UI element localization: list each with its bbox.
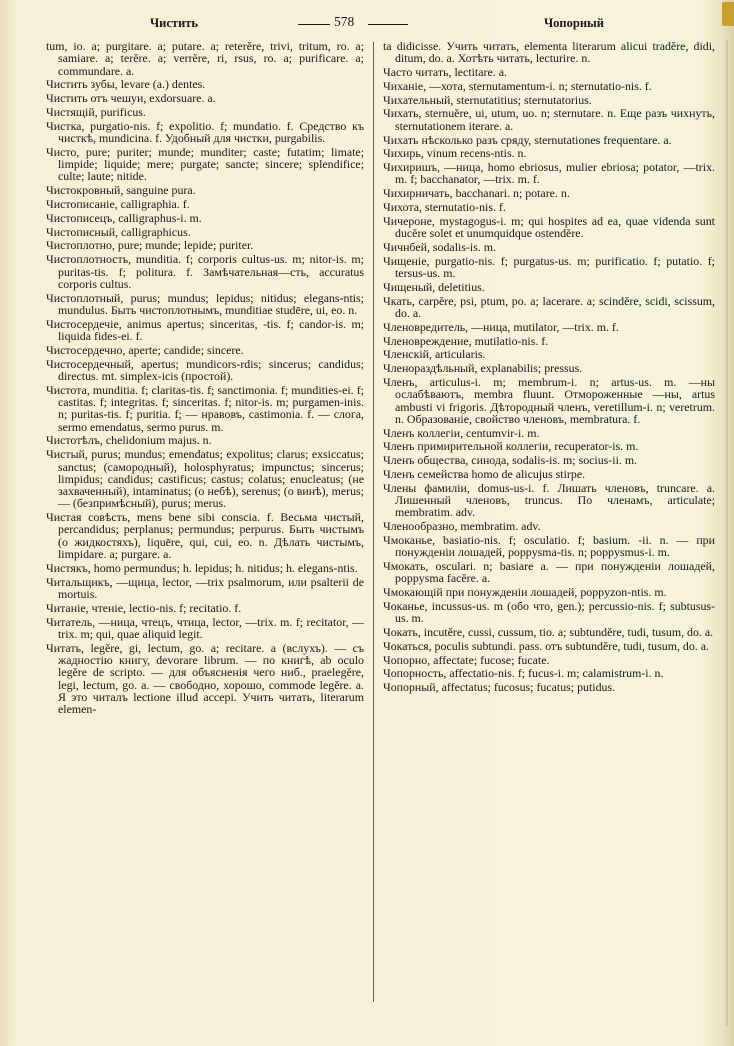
- running-head-left: Чистить: [150, 16, 199, 30]
- right-column: [383, 40, 715, 695]
- dictionary-entry: Чисто, pure; puriter; munde; munditer; caste; futatim; limate; limpide; liquide; mere; purgate; sancte; sincere; splendifice; culte; laute; nitide.: [46, 144, 364, 184]
- running-head-right: Чопорный: [544, 16, 604, 30]
- dictionary-entry: Членъ примирительной коллегіи, recuperator-is. m.: [383, 439, 639, 454]
- dictionary-entry: Чистокровный, sanguine pura.: [46, 183, 196, 198]
- dictionary-entry: Читать, legĕre, gi, lectum, go. a; recitare. a (вслухъ). — съ жадностію книгу, devorare librum. — по книгѣ, ab oculo legĕre de scripto. — для объясненія чего ниб., praelegĕre, legi, lectum, go. a. — свободно, хорошо, commode legĕre. a. Я это читалъ lectione illud accepi. Учить читать, literarum elemen-: [46, 640, 364, 717]
- dictionary-entry: Чистить отъ чешуи, exdorsuare. a.: [46, 91, 216, 106]
- dictionary-entry: Чихать, sternuĕre, ui, utum, uo. n; sternutare. n. Еще разъ чихнуть, sternutationem iterare. a.: [383, 106, 715, 133]
- header-rule-right: [368, 24, 408, 25]
- dictionary-entry: Чмокающій при понужденіи лошадей, poppyzon-ntis. m.: [383, 585, 667, 600]
- dictionary-entry: Чокаться, poculis subtundi. pass. отъ subtundĕre, tudi, tusum, do. a.: [383, 638, 709, 653]
- dictionary-entry: Чистоплотность, munditia. f; corporis cultus-us. m; nitor-is. m; puritas-tis. f; politura. f. Замѣчательная—сть, accuratus corporis cultus.: [46, 252, 364, 291]
- dictionary-entry: Чоканье, incussus-us. m (обо что, gen.); percussio-nis. f; subtusus-us. m.: [383, 598, 715, 626]
- dictionary-entry: Чищеніе, purgatio-nis. f; purgatus-us. m; purificatio. f; putatio. f; tersus-us. m.: [383, 253, 715, 281]
- dictionary-entry: Членовреждение, mutilatio-nis. f.: [383, 333, 549, 348]
- dictionary-entry: Чихать нѣсколько разъ сряду, sternutationes frequentare. a.: [383, 132, 672, 147]
- dictionary-entry: tum, io. a; purgitare. a; putare. a; reterĕre, trivi, tritum, ro. a; samiare. a; terĕre. a; verrĕre, ri, rsus, ro. a; purificare. a; commundare. a.: [46, 39, 364, 78]
- dictionary-entry: Чистка, purgatio-nis. f; expolitio. f; mundatio. f. Средство къ чисткѣ, mundicina. f. Удобный для чистки, purgabilis.: [46, 118, 364, 146]
- dictionary-entry: Чкать, carpĕre, psi, ptum, po. a; lacerare. a; scindĕre, scidi, scissum, do. a.: [383, 293, 715, 320]
- dictionary-entry: Чопорность, affectatio-nis. f; fucus-i. m; calamistrum-i. n.: [383, 666, 664, 681]
- column-divider: [373, 42, 374, 1002]
- dictionary-entry: Читальщикъ, —щица, lector, —trix psalmorum, или psalterii de mortuis.: [46, 574, 364, 601]
- dictionary-entry: Чистить зубы, levare (a.) dentes.: [46, 77, 206, 92]
- running-head: [0, 14, 734, 34]
- left-column: [46, 40, 364, 717]
- dictionary-entry: Чихирничать, bacchanari. n; potare. n.: [383, 186, 570, 201]
- page-edge-shadow: [726, 40, 728, 1026]
- dictionary-entry: Чмокать, osculari. n; basiare a. — при понужденіи лошадей, poppysma facĕre. a.: [383, 559, 715, 586]
- dictionary-entry: Чистая совѣсть, mens bene sibi conscia. f. Весьма чистый, percandidus; perplanus; permundus; perpurus. Быть чистымъ (о жидкостяхъ), liquēre, qui, cui, eo. n. Дѣлать чистымъ, limpidare. a; purgare. a.: [46, 510, 364, 562]
- dictionary-entry: Чистосердечный, apertus; mundicors-rdis; sincerus; candidus; directus. mt. simplex-icis (простой).: [46, 356, 364, 383]
- dictionary-entry: Чистописецъ, calligraphus-i. m.: [46, 210, 202, 225]
- dictionary-entry: Читатель, —ница, чтецъ, чтица, lector, —trix. m. f; recitator, —trix. m; qui, quae aliquid legit.: [46, 614, 364, 641]
- dictionary-entry: Чопорно, affectate; fucose; fucate.: [383, 652, 550, 667]
- dictionary-entry: Чичнбей, sodalis-is. m.: [383, 239, 497, 254]
- dictionary-entry: Чистописаніе, calligraphia. f.: [46, 197, 190, 212]
- dictionary-entry: Чистотѣлъ, chelidonium majus. n.: [46, 433, 212, 448]
- dictionary-entry: Чистописный, calligraphicus.: [46, 224, 191, 239]
- dictionary-entry: Чистящій, purificus.: [46, 104, 146, 119]
- dictionary-entry: Чистоплотно, pure; munde; lepide; puriter.: [46, 238, 254, 253]
- dictionary-entry: Членообразно, membratim. adv.: [383, 519, 541, 534]
- dictionary-entry: Чихиришъ, —ница, homo ebriosus, mulier ebriosa; potator, —trix. m. f; bacchanator, —trix. m. f.: [383, 160, 715, 187]
- dictionary-entry: Членъ коллегіи, centumvir-i. m.: [383, 425, 540, 440]
- dictionary-entry: Членъ общества, синода, sodalis-is. m; socius-ii. m.: [383, 453, 638, 468]
- dictionary-entry: Члены фамиліи, domus-us-i. f. Лишать членовъ, truncare. a. Лишенный членовъ, truncus. По членамъ, articulate; membratim. adv.: [383, 480, 715, 520]
- dictionary-entry: Чмоканье, basiatio-nis. f; osculatio. f; basium. -ii. n. — при понужденіи лошадей, poppysma-tis. n; poppysmus-i. m.: [383, 532, 715, 560]
- dictionary-entry: Чихота, sternutatio-nis. f.: [383, 200, 506, 215]
- dictionary-entry: Членовредитель, —ница, mutilator, —trix. m. f.: [383, 319, 619, 334]
- dictionary-entry: Членъ, articulus-i. m; membrum-i. n; artus-us. m. —ны ослабѣваютъ, membra fluunt. Отмороженные —ны, artus ambusti vi frigoris. Дѣтородный членъ, veretillum-i. n; veretrum. n. Образованіе, свойство членовъ, membratura. f.: [383, 374, 715, 426]
- dictionary-entry: Чистосердечіе, animus apertus; sinceritas, -tis. f; candor-is. m; liquida fides-ei. f.: [46, 316, 364, 344]
- header-rule-left: [298, 24, 330, 25]
- dictionary-entry: Чиханіе, —хота, sternutamentum-i. n; sternutatio-nis. f.: [383, 78, 652, 93]
- dictionary-entry: Чокать, incutĕre, cussi, cussum, tio. a; subtundĕre, tudi, tusum, do. a.: [383, 625, 714, 640]
- dictionary-entry: Чищеный, deletitius.: [383, 279, 485, 294]
- dictionary-entry: Читаніе, чтеніе, lectio-nis. f; recitatio. f.: [46, 600, 242, 615]
- dictionary-entry: Чихательный, sternutatitius; sternutatorius.: [383, 92, 592, 107]
- dictionary-entry: Часто читать, lectitare. a.: [383, 65, 507, 80]
- dictionary-entry: Членораздѣльный, explanabilis; pressus.: [383, 361, 583, 376]
- dictionary-entry: Членъ семейства homo de alicujus stirpe.: [383, 467, 586, 481]
- dictionary-entry: Чихирь, vinum recens-ntis. n.: [383, 146, 527, 161]
- page-number: 578: [334, 14, 355, 29]
- dictionary-entry: Чичероне, mystagogus-i. m; qui hospites ad ea, quae videnda sunt ducĕre solet et unumquidque ostendĕre.: [383, 213, 715, 241]
- dictionary-entry: Членскій, articularis.: [383, 347, 486, 362]
- dictionary-entry: Чистякъ, homo permundus; h. lepidus; h. nitidus; h. elegans-ntis.: [46, 560, 358, 575]
- dictionary-entry: Чистота, munditia. f; claritas-tis. f; sanctimonia. f; mundities-ei. f; castitas. f; integritas. f; sinceritas. f; nitor-is. m; purgamen-inis. n; puritas-tis. f; puritia. f; — нравовъ, castimonia. f. — слога, sermo emendatus, sermo purus. m.: [46, 382, 364, 434]
- dictionary-entry: Чистый, purus; mundus; emendatus; expolitus; clarus; exsiccatus; sanctus; (самородный), holosphyratus; impunctus; sincerus; limpidus; candidus; castificus; castus; colatus; enucleatus; (не захваченный), intaminatus; (о небѣ), serenus; (о винѣ), merus; — (безпримѣсный), purus; merus.: [46, 447, 364, 511]
- dictionary-entry: Чистоплотный, purus; mundus; lepidus; nitidus; elegans-ntis; mundulus. Быть чистоплотнымъ, munditiae studēre, ui, eo. n.: [46, 290, 364, 317]
- dictionary-entry: Чистосердечно, aperte; candide; sincere.: [46, 342, 244, 357]
- dictionary-entry: Чопорный, affectatus; fucosus; fucatus; putidus.: [383, 680, 616, 695]
- dictionary-entry: ta didicisse. Учить читать, elementa literarum alicui tradĕre, didi, ditum, do. a. Хотѣть читать, lecturire. n.: [383, 39, 715, 66]
